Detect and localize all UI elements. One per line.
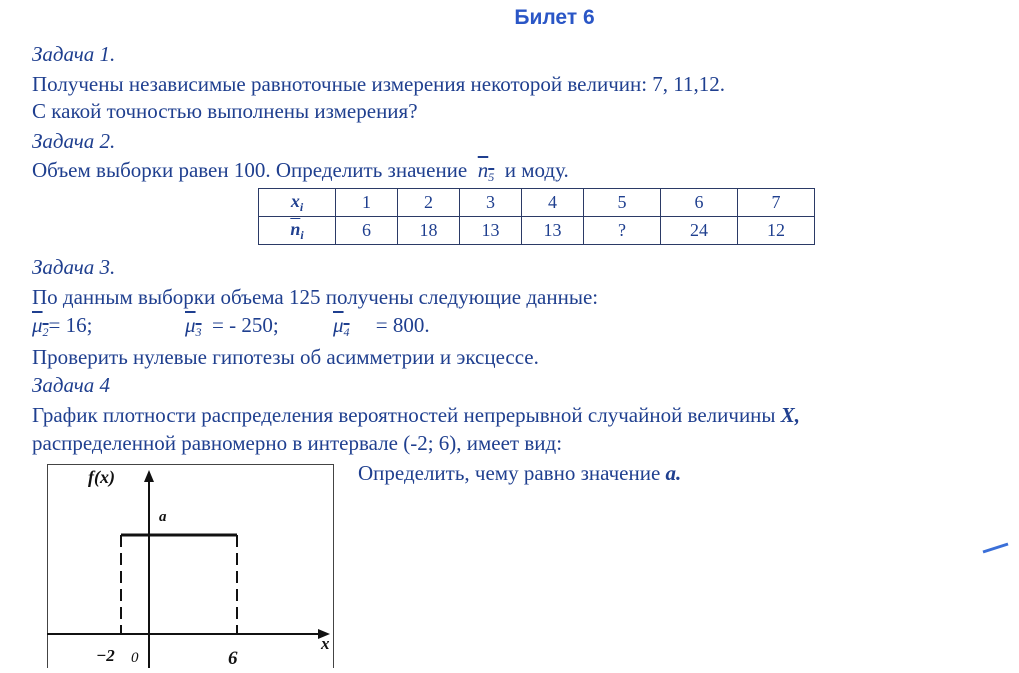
- task3-line1: По данным выборки объема 125 получены следующие данные:: [32, 285, 599, 309]
- task2-line-start: Объем выборки равен 100. Определить значение: [32, 158, 468, 182]
- n-sub: i: [300, 227, 304, 242]
- task2-heading: Задача 2.: [32, 129, 116, 153]
- task2-line-end: и моду.: [504, 158, 569, 182]
- n-label: $\overline{n}$: [290, 218, 301, 239]
- n-letter: n: [477, 158, 489, 182]
- task1-line2: С какой точностью выполнены измерения?: [32, 99, 418, 123]
- x-sub: i: [299, 199, 304, 214]
- tick-right-label: 6: [228, 648, 238, 669]
- table-cell: 6: [661, 189, 738, 217]
- height-label: a: [159, 509, 167, 525]
- task3-line3: Проверить нулевые гипотезы об асимметрии и эксцессе.: [32, 345, 539, 369]
- table-cell: 24: [661, 217, 738, 245]
- mu4-sub: 4: [343, 325, 350, 339]
- x-axis-label: x: [321, 634, 330, 653]
- a-variable: a.: [665, 461, 682, 485]
- y-axis-arrow-icon: [144, 470, 154, 482]
- table-cell: 2: [398, 189, 460, 217]
- table-cell: 13: [460, 217, 522, 245]
- task4-heading: Задача 4: [32, 373, 111, 397]
- mu4-value: = 800.: [375, 313, 430, 337]
- mu2-value: = 16;: [48, 313, 93, 337]
- mu-letter: μ: [333, 313, 344, 337]
- table-cell: 12: [738, 217, 815, 245]
- task1-heading: Задача 1.: [32, 42, 116, 66]
- task1-line1: Получены независимые равноточные измерения некоторой величин: 7, 11,12.: [32, 72, 726, 96]
- tick-zero-label: 0: [131, 650, 139, 666]
- x-variable: X,: [780, 403, 801, 427]
- x-label: x: [290, 190, 300, 211]
- mu2-sub: 2: [42, 325, 49, 339]
- task4-question-text: Определить, чему равно значение: [358, 461, 661, 485]
- task3-heading: Задача 3.: [32, 255, 116, 279]
- mu3-sub: 3: [195, 325, 202, 339]
- table-cell: 3: [460, 189, 522, 217]
- mu-letter: μ: [32, 313, 43, 337]
- task4-line1-text: График плотности распределения вероятностей непрерывной случайной величины: [32, 403, 776, 427]
- tick-left-label: −2: [96, 646, 115, 665]
- n-subscript: 5: [488, 170, 495, 184]
- table-cell: 4: [522, 189, 584, 217]
- task4-line2: распределенной равномерно в интервале (-2; 6), имеет вид:: [32, 431, 563, 455]
- mu3-value: = - 250;: [212, 313, 279, 337]
- table-cell: 6: [336, 217, 398, 245]
- table-cell: 13: [522, 217, 584, 245]
- table-cell: 5: [584, 189, 661, 217]
- mu-letter: μ: [185, 313, 196, 337]
- table-cell: ?: [584, 217, 661, 245]
- ticket-title: Билет 6: [514, 6, 595, 29]
- pen-mark-decoration: [983, 544, 1008, 552]
- table-cell: 18: [398, 217, 460, 245]
- table-cell: 1: [336, 189, 398, 217]
- table-cell: 7: [738, 189, 815, 217]
- y-axis-label: f(x): [88, 467, 115, 487]
